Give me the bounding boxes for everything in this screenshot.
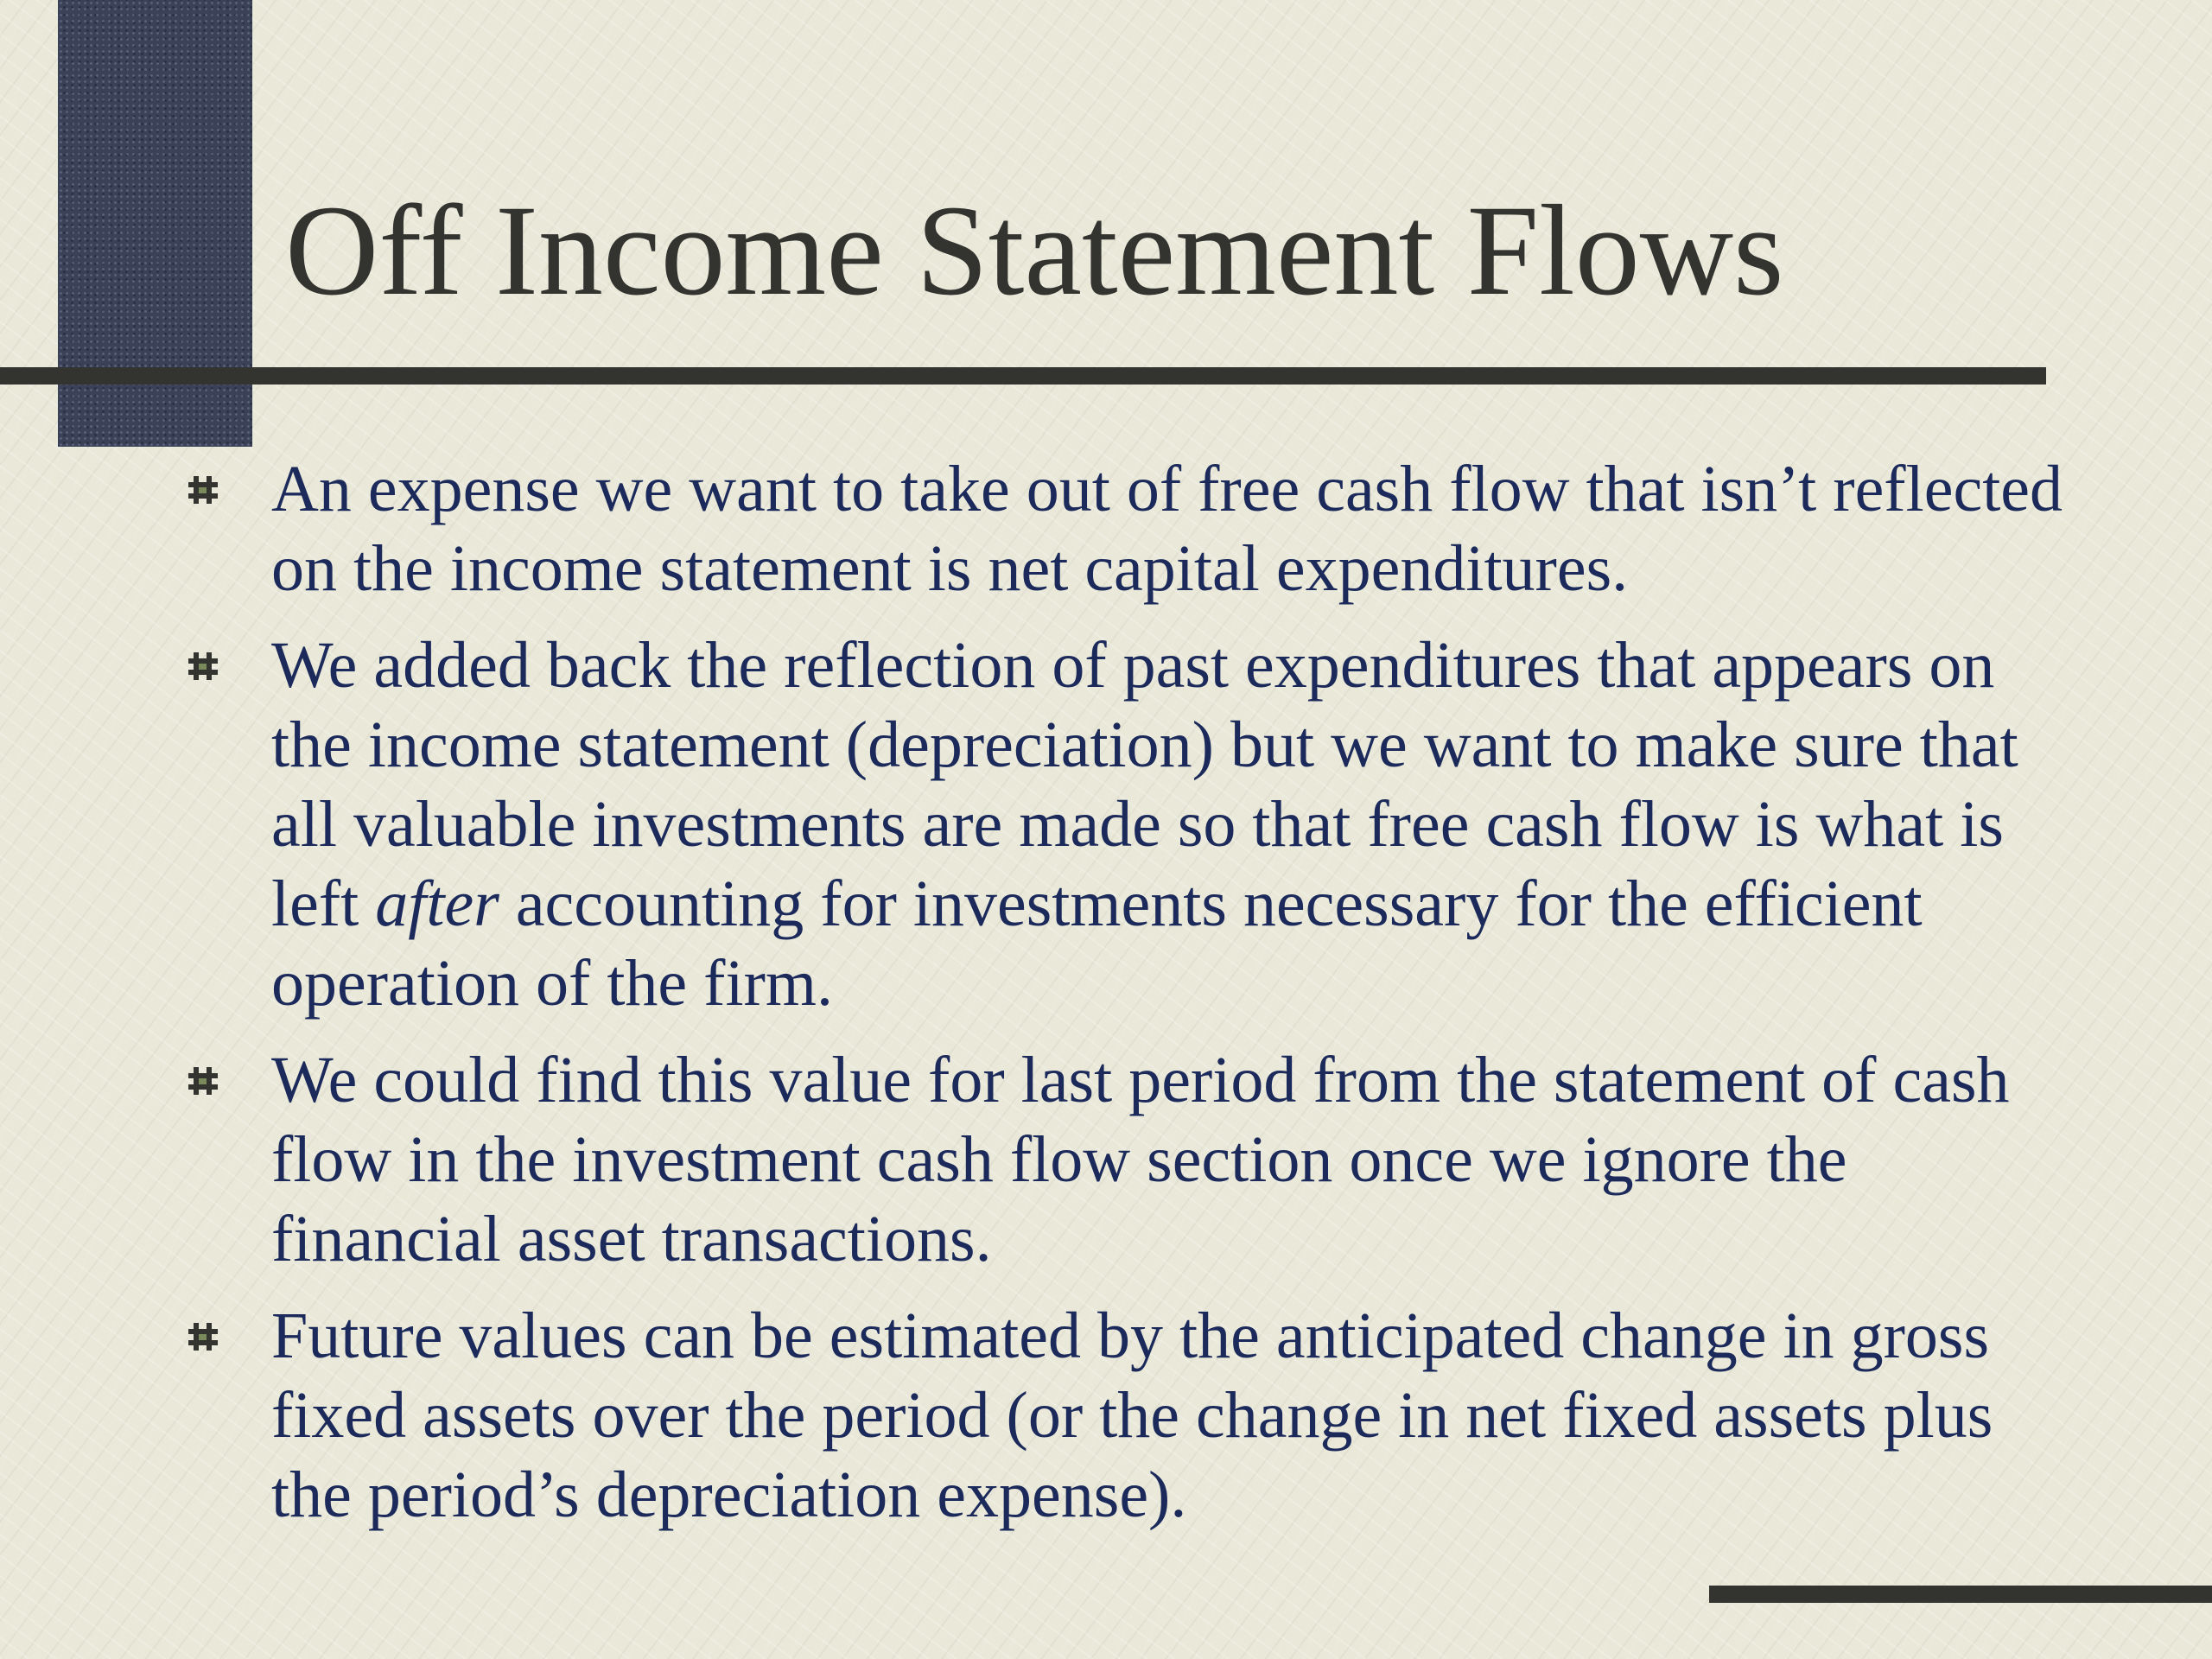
title-rule <box>0 367 2046 385</box>
hash-bullet-icon <box>188 1065 218 1097</box>
hash-bullet-icon <box>188 650 218 683</box>
bullet-text-1: An expense we want to take out of free cash flow that isn’t reflected on the income statement is net capital expenditures. <box>271 453 2063 605</box>
bullet-item-2 <box>183 626 2084 1023</box>
bullet-item-3 <box>183 1040 2084 1279</box>
bullet-text-3: We could find this value for last period from the statement of cash flow in the investment cash flow section once we ignore the financial asset transactions. <box>271 1044 2010 1275</box>
bullet-list <box>183 449 2084 1552</box>
hash-bullet-icon <box>188 1320 218 1353</box>
bottom-rule <box>1709 1586 2212 1603</box>
bullet-item-4 <box>183 1296 2084 1535</box>
bullet-text-2a: We added back the reflection of past expenditures that appears on the income statement (depreciation) but we want to make sure that all valuable investments are made so that free cash flow is what is left <box>271 629 2018 940</box>
hash-bullet-icon <box>188 474 218 506</box>
bullet-text-2-emphasis: after <box>375 868 499 940</box>
slide-title: Off Income Statement Flows <box>285 179 1784 322</box>
bullet-text-4: Future values can be estimated by the anticipated change in gross fixed assets over the period (or the change in net fixed assets plus the period’s depreciation expense). <box>271 1300 1993 1531</box>
bullet-text-2b: accounting for investments necessary for the efficient operation of the firm. <box>271 868 1923 1020</box>
bullet-item-1 <box>183 449 2084 608</box>
